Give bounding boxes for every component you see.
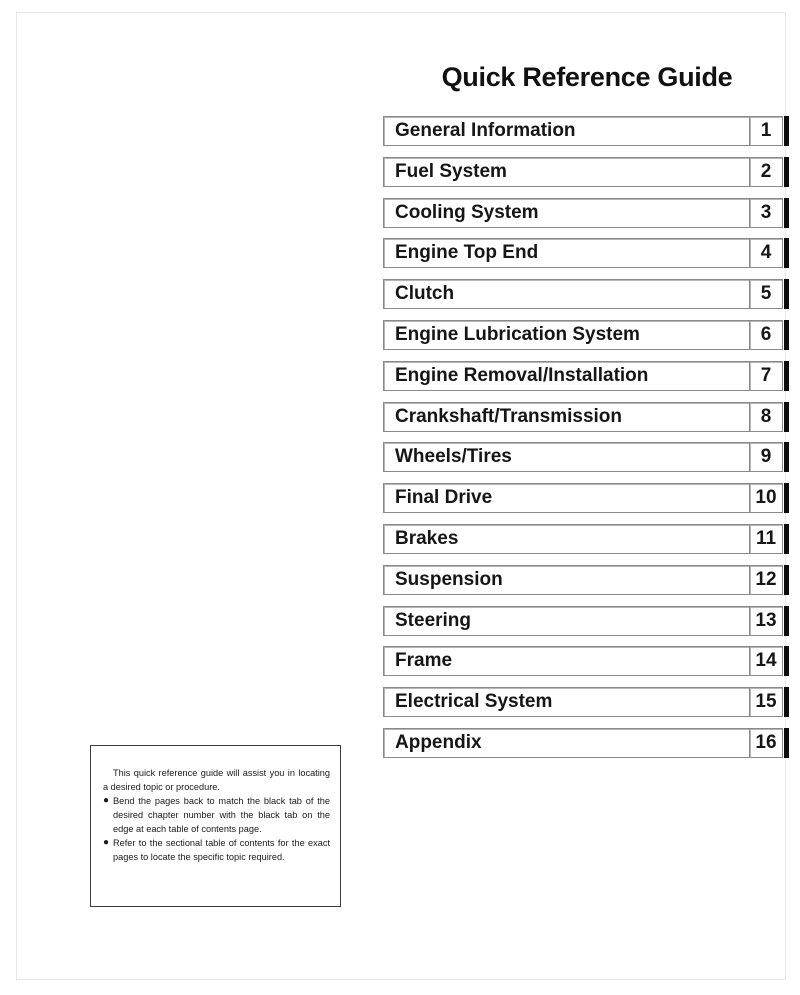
bullet-icon: ● [103,795,110,806]
toc-number: 14 [749,646,783,676]
toc-number: 1 [749,116,783,146]
toc-row-fuel-system[interactable] [383,157,789,187]
chapter-tab [784,646,789,676]
chapter-tab [784,116,789,146]
toc-number: 13 [749,606,783,636]
chapter-tab [784,524,789,554]
toc-number: 2 [749,157,783,187]
toc-label: Cooling System [383,198,749,228]
toc-row-crankshaft-transmission[interactable] [383,402,789,432]
toc-label: Suspension [383,565,749,595]
chapter-tab [784,687,789,717]
toc-number: 9 [749,442,783,472]
toc-number: 12 [749,565,783,595]
chapter-tab [784,483,789,513]
toc-row-final-drive[interactable] [383,483,789,513]
chapter-tab [784,565,789,595]
toc-number: 16 [749,728,783,758]
toc-row-appendix[interactable] [383,728,789,758]
toc-row-brakes[interactable] [383,524,789,554]
chapter-tab [784,361,789,391]
note-bullet-text: Refer to the sectional table of contents for the exact pages to locate the specific topic required. [113,838,330,862]
note-bullet [103,794,330,836]
toc-row-engine-top-end[interactable] [383,238,789,268]
toc-number: 4 [749,238,783,268]
toc-number: 11 [749,524,783,554]
note-bullet-text: Bend the pages back to match the black tab of the desired chapter number with the black tab on the edge at each table of contents page. [113,796,330,834]
toc-row-frame[interactable] [383,646,789,676]
toc-label: Engine Lubrication System [383,320,749,350]
toc-row-cooling-system[interactable] [383,198,789,228]
toc-row-suspension[interactable] [383,565,789,595]
toc-label: Crankshaft/Transmission [383,402,749,432]
chapter-tab [784,606,789,636]
bullet-icon: ● [103,837,110,848]
chapter-tab [784,238,789,268]
toc-label: Fuel System [383,157,749,187]
chapter-tab [784,320,789,350]
table-of-contents [383,116,789,769]
toc-label: Final Drive [383,483,749,513]
page-title: Quick Reference Guide [441,62,733,92]
chapter-tab [784,157,789,187]
toc-label: General Information [383,116,749,146]
toc-label: Wheels/Tires [383,442,749,472]
toc-row-engine-lubrication-system[interactable] [383,320,789,350]
chapter-tab [784,728,789,758]
toc-label: Engine Top End [383,238,749,268]
toc-label: Clutch [383,279,749,309]
toc-number: 5 [749,279,783,309]
toc-row-clutch[interactable] [383,279,789,309]
toc-number: 15 [749,687,783,717]
toc-label: Engine Removal/Installation [383,361,749,391]
toc-row-general-information[interactable] [383,116,789,146]
note-intro-text: This quick reference guide will assist you in locating a desired topic or procedure. [103,768,330,792]
toc-row-wheels-tires[interactable] [383,442,789,472]
toc-number: 8 [749,402,783,432]
note-bullet [103,836,330,864]
usage-note-box [90,745,341,907]
chapter-tab [784,402,789,432]
toc-number: 6 [749,320,783,350]
toc-row-electrical-system[interactable] [383,687,789,717]
chapter-tab [784,198,789,228]
toc-number: 10 [749,483,783,513]
toc-number: 3 [749,198,783,228]
toc-row-engine-removal-installation[interactable] [383,361,789,391]
toc-label: Frame [383,646,749,676]
chapter-tab [784,442,789,472]
toc-row-steering[interactable] [383,606,789,636]
toc-number: 7 [749,361,783,391]
toc-label: Electrical System [383,687,749,717]
toc-label: Steering [383,606,749,636]
toc-label: Brakes [383,524,749,554]
toc-label: Appendix [383,728,749,758]
chapter-tab [784,279,789,309]
